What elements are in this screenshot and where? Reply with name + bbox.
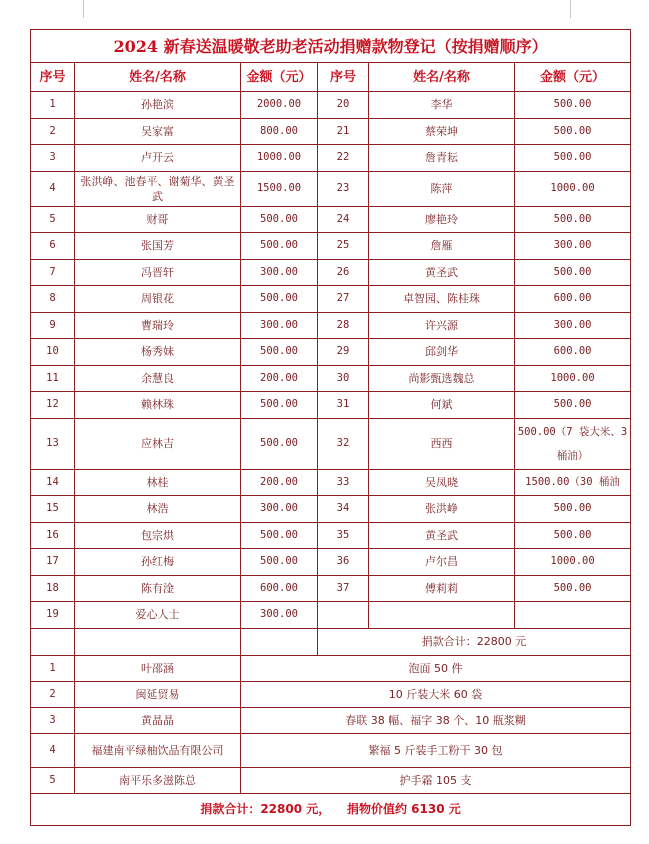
donor-name: 财哥 [75,206,241,233]
donation-amount: 1000.00 [515,549,631,576]
goods-no: 5 [31,767,75,793]
donor-name: 陈萍 [369,171,515,206]
header-name-left: 姓名/名称 [75,63,241,92]
donation-amount: 500.00 [515,575,631,602]
donation-amount: 1000.00 [241,145,318,172]
donor-name: 林浩 [75,496,241,523]
donation-amount: 300.00 [241,312,318,339]
row-no: 25 [318,233,369,260]
donation-amount: 300.00 [241,259,318,286]
empty-cell [515,602,631,629]
row-no: 12 [31,392,75,419]
goods-item: 繁福 5 斤装手工粉干 30 包 [241,733,631,767]
table-row [31,118,631,145]
donor-name: 张洪峥、池春平、谢菊华、黄圣武 [75,171,241,206]
table-row [31,602,631,629]
donor-name: 曹瑞玲 [75,312,241,339]
goods-item: 10 斤装大米 60 袋 [241,681,631,707]
row-no: 5 [31,206,75,233]
row-no: 36 [318,549,369,576]
donor-name: 林桂 [75,469,241,496]
donor-name: 邱剑华 [369,339,515,366]
final-total-row [31,793,631,825]
donation-amount: 600.00 [241,575,318,602]
donor-name: 吴凤晓 [369,469,515,496]
row-no: 19 [31,602,75,629]
donor-name: 卢开云 [75,145,241,172]
row-no: 15 [31,496,75,523]
donation-amount: 500.00 [241,339,318,366]
row-no: 28 [318,312,369,339]
row-no: 7 [31,259,75,286]
row-no: 6 [31,233,75,260]
donation-amount: 500.00 [241,233,318,260]
goods-donor: 南平乐多滋陈总 [75,767,241,793]
subtotal-row [31,628,631,655]
donation-amount: 500.00 [515,92,631,119]
header-row [31,63,631,92]
row-no: 32 [318,418,369,469]
margin-mark-left [83,0,84,18]
donor-name: 周银花 [75,286,241,313]
donor-name: 何斌 [369,392,515,419]
donation-amount: 300.00 [241,496,318,523]
table-row [31,312,631,339]
donor-name: 尚影甄选魏总 [369,365,515,392]
donor-name: 孙红梅 [75,549,241,576]
row-no: 10 [31,339,75,366]
donor-name: 许兴源 [369,312,515,339]
donation-amount: 500.00 [515,496,631,523]
donor-name: 蔡荣坤 [369,118,515,145]
donor-name: 卓智园、陈桂珠 [369,286,515,313]
row-no: 33 [318,469,369,496]
margin-mark-right [570,0,571,18]
row-no: 29 [318,339,369,366]
goods-donor: 黄晶晶 [75,707,241,733]
donor-name: 黄圣武 [369,259,515,286]
table-row [31,233,631,260]
donation-amount: 500.00 [515,145,631,172]
donation-amount: 600.00 [515,339,631,366]
donation-amount: 600.00 [515,286,631,313]
donor-name: 赖林珠 [75,392,241,419]
donation-amount: 500.00 [515,522,631,549]
donation-amount: 800.00 [241,118,318,145]
donation-amount: 1000.00 [515,171,631,206]
donation-amount: 300.00 [515,233,631,260]
donor-name: 张洪峥 [369,496,515,523]
row-no: 13 [31,418,75,469]
page-title: 2024 新春送温暖敬老助老活动捐赠款物登记（按捐赠顺序） [31,30,631,63]
donor-name: 冯晋轩 [75,259,241,286]
row-no: 4 [31,171,75,206]
table-row [31,549,631,576]
donation-amount: 500.00 [515,392,631,419]
donation-amount: 500.00 [241,522,318,549]
donation-amount: 1500.00（30 桶油 [515,469,631,496]
row-no: 37 [318,575,369,602]
table-row [31,259,631,286]
final-total: 捐款合计：22800 元， 捐物价值约 6130 元 [31,793,631,825]
donor-name: 詹雁 [369,233,515,260]
donation-amount: 300.00 [515,312,631,339]
donor-name: 李华 [369,92,515,119]
table-row [31,171,631,206]
donor-name: 傅莉莉 [369,575,515,602]
goods-donor: 叶邵涵 [75,655,241,681]
goods-item: 护手霜 105 支 [241,767,631,793]
donation-amount: 200.00 [241,469,318,496]
row-no: 26 [318,259,369,286]
goods-row [31,767,631,793]
goods-no: 4 [31,733,75,767]
header-amount-left: 金额（元） [241,63,318,92]
header-name-right: 姓名/名称 [369,63,515,92]
goods-donor: 福建南平绿柚饮品有限公司 [75,733,241,767]
goods-row [31,681,631,707]
donor-name: 包宗烘 [75,522,241,549]
row-no: 16 [31,522,75,549]
table-row [31,339,631,366]
row-no: 11 [31,365,75,392]
row-no: 18 [31,575,75,602]
row-no: 9 [31,312,75,339]
table-row [31,575,631,602]
row-no: 3 [31,145,75,172]
row-no: 34 [318,496,369,523]
donor-name: 黄圣武 [369,522,515,549]
table-row [31,92,631,119]
goods-row [31,733,631,767]
table-row [31,145,631,172]
goods-donor: 闽延贸易 [75,681,241,707]
row-no: 35 [318,522,369,549]
donation-amount: 1500.00 [241,171,318,206]
empty-cell [31,628,75,655]
row-no: 2 [31,118,75,145]
row-no: 27 [318,286,369,313]
donor-name: 孙艳滨 [75,92,241,119]
donor-name: 张国芳 [75,233,241,260]
donation-amount: 500.00 [241,549,318,576]
donation-amount: 500.00 [515,206,631,233]
table-row [31,496,631,523]
goods-row [31,707,631,733]
row-no: 21 [318,118,369,145]
empty-cell [318,602,369,629]
table-row [31,286,631,313]
empty-cell [369,602,515,629]
donation-amount: 500.00 [515,259,631,286]
donor-name: 西西 [369,418,515,469]
table-row [31,392,631,419]
header-no-left: 序号 [31,63,75,92]
donation-amount: 500.00 [241,206,318,233]
donation-amount: 500.00 [241,392,318,419]
goods-item: 泡面 50 件 [241,655,631,681]
donation-subtotal: 捐款合计：22800 元 [318,628,631,655]
donor-name: 卢尔昌 [369,549,515,576]
donor-name: 爱心人士 [75,602,241,629]
row-no: 23 [318,171,369,206]
goods-no: 2 [31,681,75,707]
row-no: 1 [31,92,75,119]
goods-no: 3 [31,707,75,733]
row-no: 20 [318,92,369,119]
table-row [31,206,631,233]
donor-name: 余慧良 [75,365,241,392]
donation-amount: 500.00 [241,286,318,313]
donation-amount: 300.00 [241,602,318,629]
donation-table [30,29,631,826]
donation-amount: 500.00（7 袋大米、3 桶油） [515,418,631,469]
donor-name: 詹青耘 [369,145,515,172]
empty-cell [241,628,318,655]
donation-amount: 1000.00 [515,365,631,392]
row-no: 17 [31,549,75,576]
row-no: 8 [31,286,75,313]
row-no: 24 [318,206,369,233]
donor-name: 吴家富 [75,118,241,145]
donor-name: 应林吉 [75,418,241,469]
row-no: 14 [31,469,75,496]
donation-amount: 500.00 [515,118,631,145]
title-row [31,30,631,63]
header-no-right: 序号 [318,63,369,92]
table-row [31,469,631,496]
donor-name: 杨秀妹 [75,339,241,366]
donation-amount: 500.00 [241,418,318,469]
donation-amount: 200.00 [241,365,318,392]
empty-cell [75,628,241,655]
goods-row [31,655,631,681]
table-row [31,418,631,469]
donor-name: 廖艳玲 [369,206,515,233]
row-no: 22 [318,145,369,172]
donor-name: 陈有淦 [75,575,241,602]
row-no: 31 [318,392,369,419]
header-amount-right: 金额（元） [515,63,631,92]
donation-amount: 2000.00 [241,92,318,119]
goods-item: 春联 38 幅、福字 38 个、10 瓶浆糊 [241,707,631,733]
row-no: 30 [318,365,369,392]
table-row [31,522,631,549]
goods-no: 1 [31,655,75,681]
table-row [31,365,631,392]
